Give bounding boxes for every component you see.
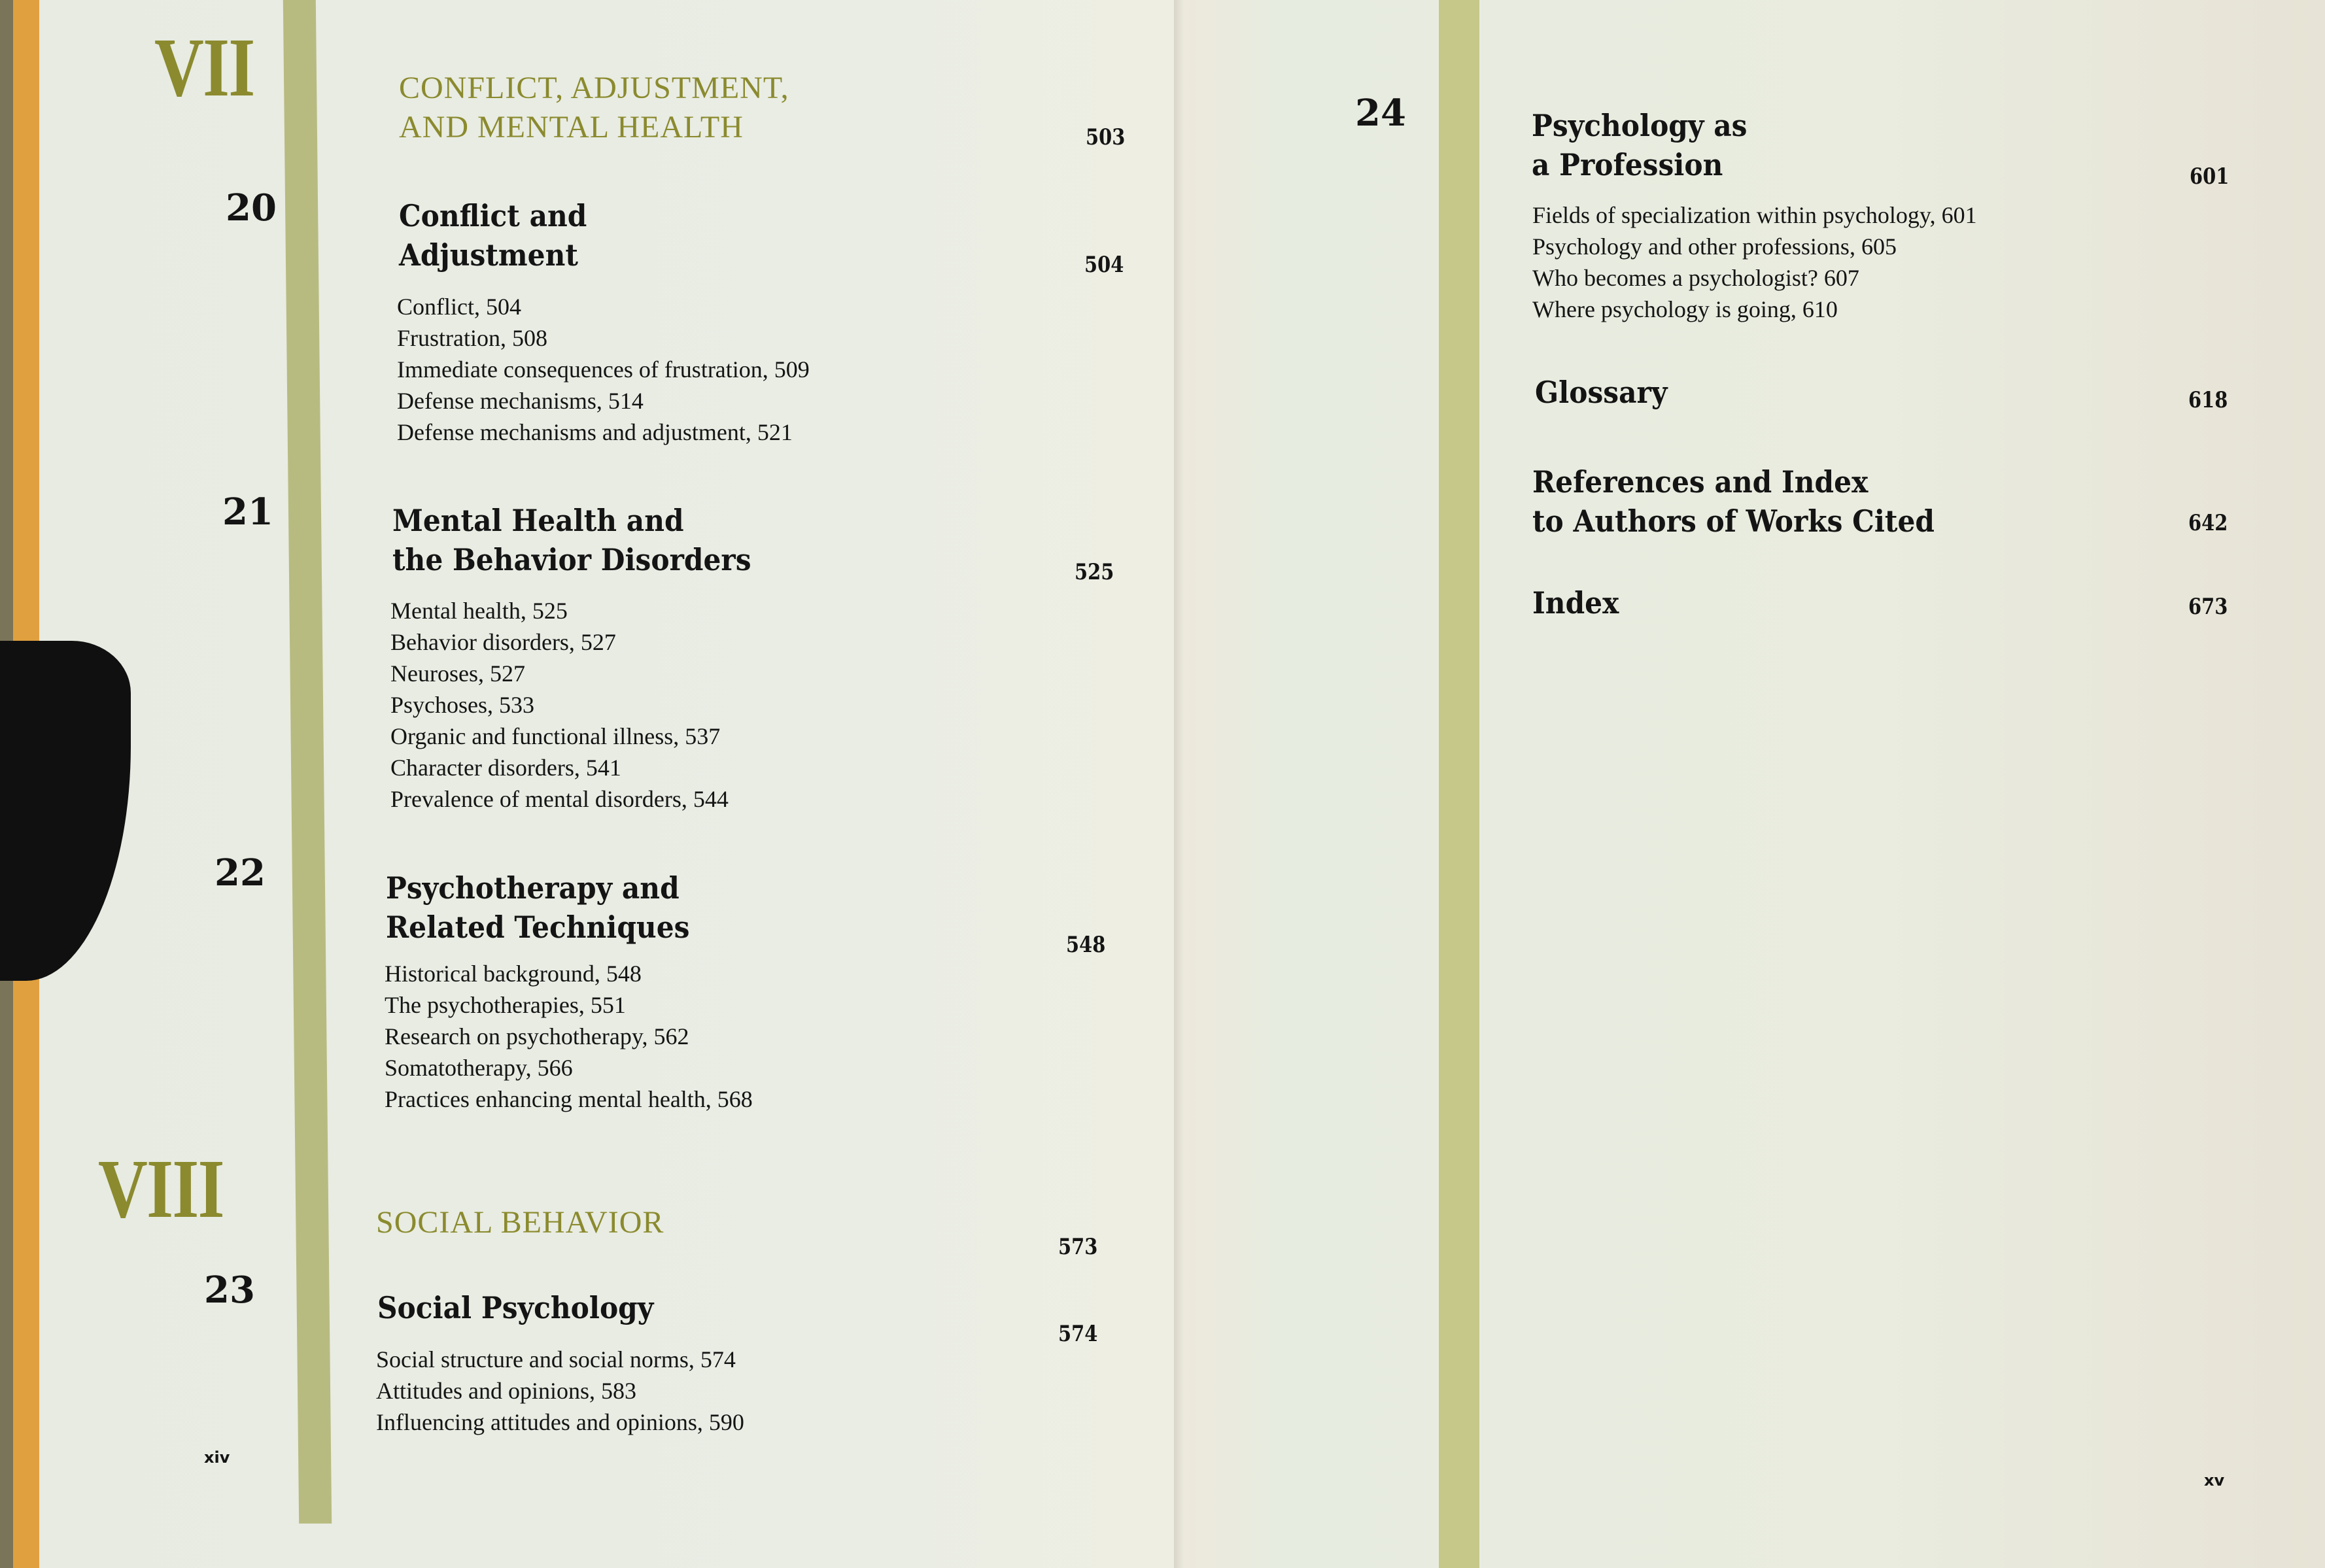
chapter-number-21: 21 (222, 490, 273, 534)
page-ref-references: 642 (2188, 510, 2228, 536)
chapter-number-23: 23 (204, 1269, 255, 1312)
references-title (1532, 462, 1935, 541)
topic-item: Influencing attitudes and opinions, 590 (376, 1409, 744, 1435)
chapter-title-line: Adjustment (399, 237, 578, 273)
topic-item: Character disorders, 541 (390, 755, 621, 781)
page-ref-part-viii: 573 (1058, 1234, 1098, 1260)
topic-item: Fields of specialization within psychology, 601 (1532, 202, 1977, 228)
back-matter-title-line: References and Index (1532, 464, 1869, 500)
page-ref-chapter-22: 548 (1066, 932, 1106, 958)
topic-item: Mental health, 525 (390, 598, 568, 624)
chapter-22-topics (385, 958, 753, 1115)
topic-item: Conflict, 504 (397, 294, 521, 320)
index-title (1532, 583, 1619, 622)
chapter-title-line: the Behavior Disorders (392, 542, 751, 577)
chapter-21-topics (390, 595, 729, 815)
chapter-title-23 (377, 1288, 653, 1327)
chapter-title-line: Psychotherapy and (386, 870, 680, 906)
part-title-line: CONFLICT, ADJUSTMENT, (399, 71, 789, 105)
page-ref-glossary: 618 (2188, 387, 2228, 413)
chapter-20-topics (397, 291, 810, 448)
chapter-title-24 (1532, 106, 1747, 184)
topic-item: Psychology and other professions, 605 (1532, 233, 1897, 260)
page-ref-index: 673 (2188, 594, 2228, 620)
part-number-vii: VII (154, 21, 254, 114)
topic-item: Organic and functional illness, 537 (390, 723, 721, 749)
page-ref-part-vii: 503 (1086, 124, 1126, 150)
chapter-title-22 (386, 868, 689, 947)
part-title-vii (399, 69, 789, 147)
chapter-title-21 (392, 501, 751, 579)
topic-item: Historical background, 548 (385, 961, 642, 987)
page-ref-chapter-20: 504 (1084, 252, 1124, 278)
topic-item: Attitudes and opinions, 583 (376, 1378, 636, 1404)
topic-item: Research on psychotherapy, 562 (385, 1023, 689, 1049)
chapter-24-topics (1532, 199, 1977, 325)
topic-item: Prevalence of mental disorders, 544 (390, 786, 729, 812)
topic-item: Behavior disorders, 527 (390, 629, 616, 655)
topic-item: Frustration, 508 (397, 325, 547, 351)
topic-item: Immediate consequences of frustration, 509 (397, 356, 810, 383)
chapter-title-line: Related Techniques (386, 910, 690, 945)
chapter-title-line: a Profession (1532, 147, 1723, 182)
page-folio-right: xv (2204, 1471, 2225, 1490)
chapter-title-line: Mental Health and (392, 503, 684, 538)
topic-item: The psychotherapies, 551 (385, 992, 626, 1018)
page-ref-chapter-24: 601 (2190, 163, 2230, 190)
chapter-title-20 (399, 196, 587, 275)
chapter-23-topics (376, 1344, 744, 1438)
chapter-title-line: Social Psychology (377, 1290, 654, 1325)
page-ref-chapter-21: 525 (1075, 559, 1114, 585)
part-title-line: AND MENTAL HEALTH (399, 110, 744, 145)
back-matter-title-line: Glossary (1535, 375, 1668, 410)
topic-item: Practices enhancing mental health, 568 (385, 1086, 753, 1112)
page-folio-left: xiv (204, 1448, 230, 1467)
part-title-line: SOCIAL BEHAVIOR (376, 1205, 664, 1240)
chapter-title-line: Psychology as (1532, 108, 1748, 143)
topic-item: Neuroses, 527 (390, 660, 525, 687)
topic-item: Where psychology is going, 610 (1532, 296, 1838, 322)
topic-item: Defense mechanisms, 514 (397, 388, 644, 414)
topic-item: Who becomes a psychologist? 607 (1532, 265, 1859, 291)
chapter-number-24: 24 (1355, 92, 1406, 135)
chapter-number-22: 22 (215, 851, 266, 895)
right-decorative-bar (1439, 0, 1479, 1568)
back-matter-title-line: Index (1532, 585, 1619, 621)
topic-item: Somatotherapy, 566 (385, 1055, 573, 1081)
topic-item: Defense mechanisms and adjustment, 521 (397, 419, 793, 445)
glossary-title (1535, 373, 1667, 412)
back-matter-title-line: to Authors of Works Cited (1532, 503, 1935, 539)
topic-item: Social structure and social norms, 574 (376, 1346, 736, 1372)
part-number-viii: VIII (98, 1142, 224, 1235)
chapter-number-20: 20 (226, 186, 277, 230)
page-ref-chapter-23: 574 (1058, 1321, 1098, 1347)
part-title-viii (376, 1203, 664, 1242)
chapter-title-line: Conflict and (399, 198, 587, 233)
topic-item: Psychoses, 533 (390, 692, 535, 718)
